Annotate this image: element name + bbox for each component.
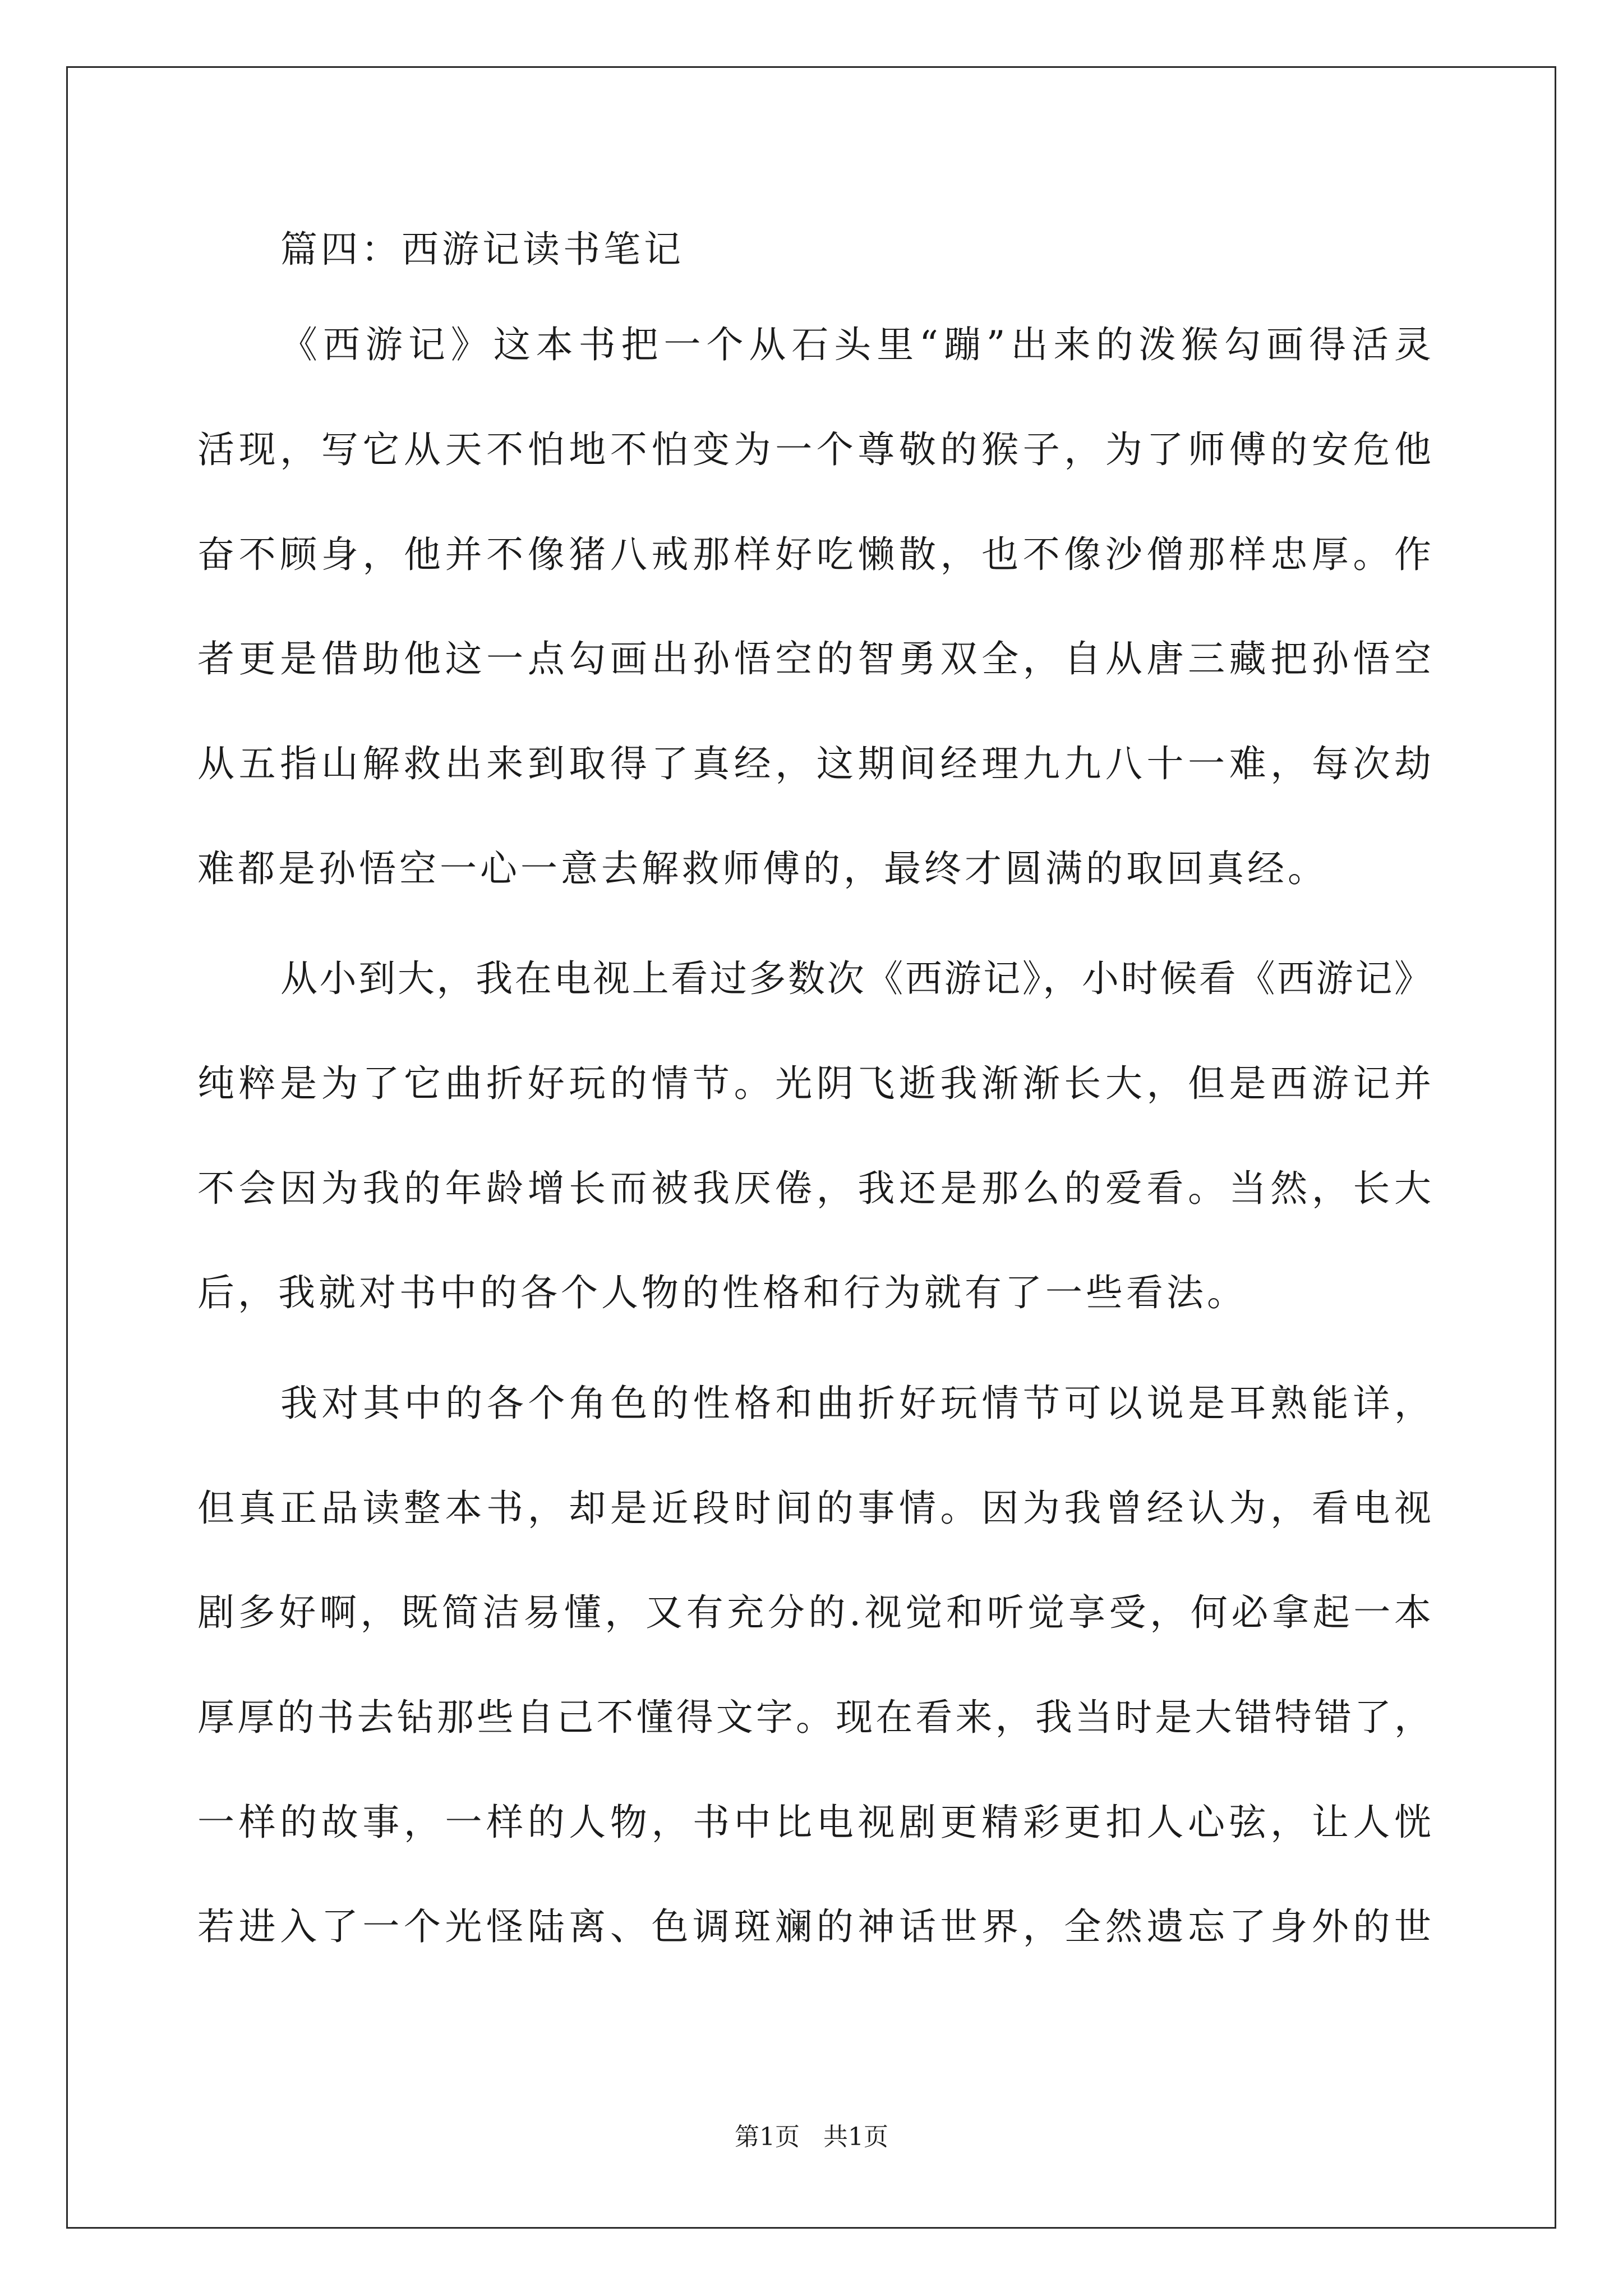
paragraph-2-line-3: 不会因为我的年龄增长而被我厌倦，我还是那么的爱看。当然，长大 [197,1167,1431,1210]
paragraph-3-line-4: 厚厚的书去钻那些自己不懂得文字。现在看来，我当时是大错特错了， [197,1696,1431,1739]
paragraph-2-line-1: 从小到大，我在电视上看过多数次《西游记》，小时候看《西游记》 [280,957,1431,1000]
paragraph-2-line-4: 后，我就对书中的各个人物的性格和行为就有了一些看法。 [197,1271,1247,1314]
page-footer [0,2120,1623,2154]
paragraph-3-line-5: 一样的故事，一样的人物，书中比电视剧更精彩更扣人心弦，让人恍 [197,1801,1431,1844]
paragraph-3-line-3: 剧多好啊，既简洁易懂，又有充分的.视觉和听觉享受，何必拿起一本 [197,1591,1431,1634]
paragraph-3-line-2: 但真正品读整本书，却是近段时间的事情。因为我曾经认为，看电视 [197,1487,1431,1530]
paragraph-1-line-5: 从五指山解救出来到取得了真经，这期间经理九九八十一难，每次劫 [197,742,1431,785]
paragraph-3-line-6: 若进入了一个光怪陆离、色调斑斓的神话世界，全然遗忘了身外的世 [197,1905,1431,1948]
page-number-current: 第1页 [735,2123,800,2151]
page-number-total: 共1页 [823,2123,888,2151]
paragraph-1-line-6: 难都是孙悟空一心一意去解救师傅的，最终才圆满的取回真经。 [197,847,1328,890]
paragraph-2-line-2: 纯粹是为了它曲折好玩的情节。光阴飞逝我渐渐长大，但是西游记并 [197,1062,1431,1105]
paragraph-1-line-2: 活现，写它从天不怕地不怕变为一个尊敬的猴子，为了师傅的安危他 [197,428,1431,471]
paragraph-1-line-3: 奋不顾身，他并不像猪八戒那样好吃懒散，也不像沙僧那样忠厚。作 [197,533,1431,576]
paragraph-1-line-1: 《西游记》这本书把一个从石头里“蹦”出来的泼猴勾画得活灵 [280,323,1431,366]
document-title: 篇四：西游记读书笔记 [280,228,684,271]
paragraph-3-line-1: 我对其中的各个角色的性格和曲折好玩情节可以说是耳熟能详， [280,1382,1431,1425]
paragraph-1-line-4: 者更是借助他这一点勾画出孙悟空的智勇双全，自从唐三藏把孙悟空 [197,637,1431,680]
